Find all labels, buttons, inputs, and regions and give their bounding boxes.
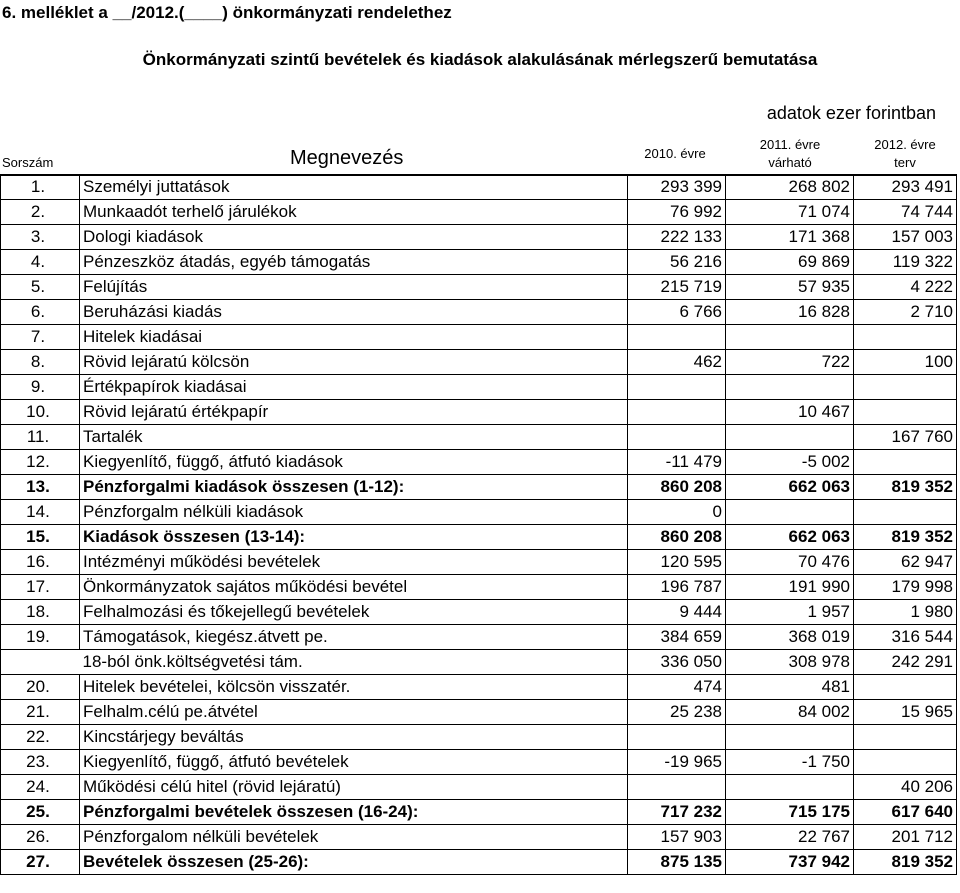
row-number: 19. <box>1 625 80 650</box>
value-2010: 196 787 <box>628 575 726 600</box>
table-row <box>1 850 957 875</box>
value-2012: 2 710 <box>854 300 957 325</box>
value-2010: 462 <box>628 350 726 375</box>
value-2010: 860 208 <box>628 475 726 500</box>
row-number: 3. <box>1 225 80 250</box>
value-2010: 56 216 <box>628 250 726 275</box>
row-number: 14. <box>1 500 80 525</box>
row-number: 7. <box>1 325 80 350</box>
row-label: Kiegyenlítő, függő, átfutó bevételek <box>80 750 628 775</box>
value-2012: 316 544 <box>854 625 957 650</box>
row-label: Hitelek kiadásai <box>80 325 628 350</box>
value-2010 <box>628 725 726 750</box>
row-number <box>1 650 80 675</box>
value-2011: 662 063 <box>726 475 854 500</box>
col-header-2012-line1: 2012. évre <box>874 137 936 152</box>
row-label: Személyi juttatások <box>80 175 628 200</box>
value-2012: 819 352 <box>854 475 957 500</box>
table-row <box>1 525 957 550</box>
value-2012: 819 352 <box>854 850 957 875</box>
value-2012 <box>854 375 957 400</box>
value-2011: 57 935 <box>726 275 854 300</box>
row-number: 11. <box>1 425 80 450</box>
row-number: 17. <box>1 575 80 600</box>
table-row <box>1 575 957 600</box>
row-label: Pénzeszköz átadás, egyéb támogatás <box>80 250 628 275</box>
table-row <box>1 550 957 575</box>
row-label: Működési célú hitel (rövid lejáratú) <box>80 775 628 800</box>
table-row <box>1 650 957 675</box>
col-header-no: Sorszám <box>2 155 54 170</box>
row-label: Kincstárjegy beváltás <box>80 725 628 750</box>
row-label: Felújítás <box>80 275 628 300</box>
value-2012: 617 640 <box>854 800 957 825</box>
value-2012 <box>854 500 957 525</box>
value-2010: 474 <box>628 675 726 700</box>
value-2010: 293 399 <box>628 175 726 200</box>
value-2010: -11 479 <box>628 450 726 475</box>
value-2012: 62 947 <box>854 550 957 575</box>
value-2010: 0 <box>628 500 726 525</box>
value-2012: 119 322 <box>854 250 957 275</box>
table-row <box>1 450 957 475</box>
row-label: Rövid lejáratú kölcsön <box>80 350 628 375</box>
table-row <box>1 375 957 400</box>
value-2010: 222 133 <box>628 225 726 250</box>
row-label: Hitelek bevételei, kölcsön visszatér. <box>80 675 628 700</box>
value-2011: 737 942 <box>726 850 854 875</box>
row-number: 6. <box>1 300 80 325</box>
row-label: Munkaadót terhelő járulékok <box>80 200 628 225</box>
row-label: Támogatások, kiegész.átvett pe. <box>80 625 628 650</box>
row-label: Beruházási kiadás <box>80 300 628 325</box>
value-2011 <box>726 375 854 400</box>
table-row <box>1 600 957 625</box>
row-label: Felhalmozási és tőkejellegű bevételek <box>80 600 628 625</box>
row-label: Rövid lejáratú értékpapír <box>80 400 628 425</box>
row-label: Kiegyenlítő, függő, átfutó kiadások <box>80 450 628 475</box>
value-2010 <box>628 375 726 400</box>
value-2012 <box>854 450 957 475</box>
value-2012 <box>854 325 957 350</box>
value-2010: 875 135 <box>628 850 726 875</box>
col-header-2011-line2: várható <box>768 155 812 170</box>
table-row <box>1 300 957 325</box>
row-number: 15. <box>1 525 80 550</box>
value-2011: -1 750 <box>726 750 854 775</box>
table-row <box>1 225 957 250</box>
row-label: Önkormányzatok sajátos működési bevétel <box>80 575 628 600</box>
row-number: 9. <box>1 375 80 400</box>
value-2010: 860 208 <box>628 525 726 550</box>
row-number: 27. <box>1 850 80 875</box>
value-2011 <box>726 500 854 525</box>
value-2011: 22 767 <box>726 825 854 850</box>
table-row <box>1 250 957 275</box>
value-2010 <box>628 325 726 350</box>
value-2010 <box>628 775 726 800</box>
value-2010: 215 719 <box>628 275 726 300</box>
row-label: Dologi kiadások <box>80 225 628 250</box>
table-row <box>1 825 957 850</box>
table-row <box>1 350 957 375</box>
value-2011: 308 978 <box>726 650 854 675</box>
value-2010 <box>628 400 726 425</box>
row-number: 18. <box>1 600 80 625</box>
value-2012: 157 003 <box>854 225 957 250</box>
document-title: Önkormányzati szintű bevételek és kiadások alakulásának mérlegszerű bemutatása <box>142 50 818 69</box>
unit-note: adatok ezer forintban <box>766 103 936 123</box>
value-2012: 100 <box>854 350 957 375</box>
row-label: Pénzforgalmi kiadások összesen (1-12): <box>80 475 628 500</box>
value-2011: 71 074 <box>726 200 854 225</box>
value-2011: 268 802 <box>726 175 854 200</box>
row-number: 8. <box>1 350 80 375</box>
value-2012: 1 980 <box>854 600 957 625</box>
col-header-2010: 2010. évre <box>644 146 706 161</box>
table-row <box>1 200 957 225</box>
row-number: 16. <box>1 550 80 575</box>
row-number: 4. <box>1 250 80 275</box>
value-2010: -19 965 <box>628 750 726 775</box>
table-row <box>1 675 957 700</box>
row-number: 20. <box>1 675 80 700</box>
table-row <box>1 425 957 450</box>
value-2012: 15 965 <box>854 700 957 725</box>
table-row <box>1 775 957 800</box>
col-header-2011-line1: 2011. évre <box>759 137 821 152</box>
value-2010: 336 050 <box>628 650 726 675</box>
row-number: 25. <box>1 800 80 825</box>
value-2012: 4 222 <box>854 275 957 300</box>
table-row <box>1 625 957 650</box>
value-2011: 10 467 <box>726 400 854 425</box>
row-number: 2. <box>1 200 80 225</box>
value-2011: 715 175 <box>726 800 854 825</box>
table-row <box>1 500 957 525</box>
document-heading: 6. melléklet a __/2012.(____) önkormányzati rendelethez <box>2 3 452 22</box>
value-2011: 662 063 <box>726 525 854 550</box>
value-2012 <box>854 675 957 700</box>
row-number: 1. <box>1 175 80 200</box>
table-top-border <box>0 174 956 176</box>
value-2010: 157 903 <box>628 825 726 850</box>
value-2010: 9 444 <box>628 600 726 625</box>
value-2011 <box>726 425 854 450</box>
value-2010 <box>628 425 726 450</box>
row-number: 22. <box>1 725 80 750</box>
row-label: Bevételek összesen (25-26): <box>80 850 628 875</box>
col-header-name: Megnevezés <box>290 147 404 169</box>
value-2010: 384 659 <box>628 625 726 650</box>
value-2010: 6 766 <box>628 300 726 325</box>
row-label: Pénzforgalom nélküli bevételek <box>80 825 628 850</box>
value-2012: 293 491 <box>854 175 957 200</box>
row-label: Pénzforgalmi bevételek összesen (16-24): <box>80 800 628 825</box>
row-number: 26. <box>1 825 80 850</box>
row-label: Értékpapírok kiadásai <box>80 375 628 400</box>
row-label: Felhalm.célú pe.átvétel <box>80 700 628 725</box>
value-2012: 819 352 <box>854 525 957 550</box>
value-2012: 74 744 <box>854 200 957 225</box>
row-number: 10. <box>1 400 80 425</box>
table-row <box>1 175 957 200</box>
value-2011 <box>726 725 854 750</box>
value-2012: 40 206 <box>854 775 957 800</box>
value-2011: 481 <box>726 675 854 700</box>
value-2010: 717 232 <box>628 800 726 825</box>
row-number: 13. <box>1 475 80 500</box>
row-number: 5. <box>1 275 80 300</box>
table-row <box>1 800 957 825</box>
value-2011: 171 368 <box>726 225 854 250</box>
value-2012: 242 291 <box>854 650 957 675</box>
table-row <box>1 275 957 300</box>
row-label: Kiadások összesen (13-14): <box>80 525 628 550</box>
value-2011 <box>726 325 854 350</box>
row-number: 24. <box>1 775 80 800</box>
row-label: 18-ból önk.költségvetési tám. <box>80 650 628 675</box>
value-2011: 69 869 <box>726 250 854 275</box>
value-2012: 167 760 <box>854 425 957 450</box>
table-row <box>1 750 957 775</box>
table-row <box>1 475 957 500</box>
row-label: Intézményi működési bevételek <box>80 550 628 575</box>
value-2012: 201 712 <box>854 825 957 850</box>
row-label: Pénzforgalm nélküli kiadások <box>80 500 628 525</box>
value-2011: 16 828 <box>726 300 854 325</box>
value-2011: 84 002 <box>726 700 854 725</box>
balance-table <box>0 174 957 875</box>
row-number: 23. <box>1 750 80 775</box>
value-2011: 722 <box>726 350 854 375</box>
value-2012 <box>854 725 957 750</box>
table-row <box>1 325 957 350</box>
value-2012 <box>854 750 957 775</box>
value-2011 <box>726 775 854 800</box>
table-row <box>1 700 957 725</box>
row-label: Tartalék <box>80 425 628 450</box>
value-2012: 179 998 <box>854 575 957 600</box>
col-header-2012-line2: terv <box>894 155 916 170</box>
value-2010: 25 238 <box>628 700 726 725</box>
value-2011: 191 990 <box>726 575 854 600</box>
value-2012 <box>854 400 957 425</box>
row-number: 12. <box>1 450 80 475</box>
value-2011: 368 019 <box>726 625 854 650</box>
value-2011: 70 476 <box>726 550 854 575</box>
value-2011: 1 957 <box>726 600 854 625</box>
row-number: 21. <box>1 700 80 725</box>
table-row <box>1 400 957 425</box>
table-row <box>1 725 957 750</box>
value-2010: 120 595 <box>628 550 726 575</box>
value-2011: -5 002 <box>726 450 854 475</box>
value-2010: 76 992 <box>628 200 726 225</box>
